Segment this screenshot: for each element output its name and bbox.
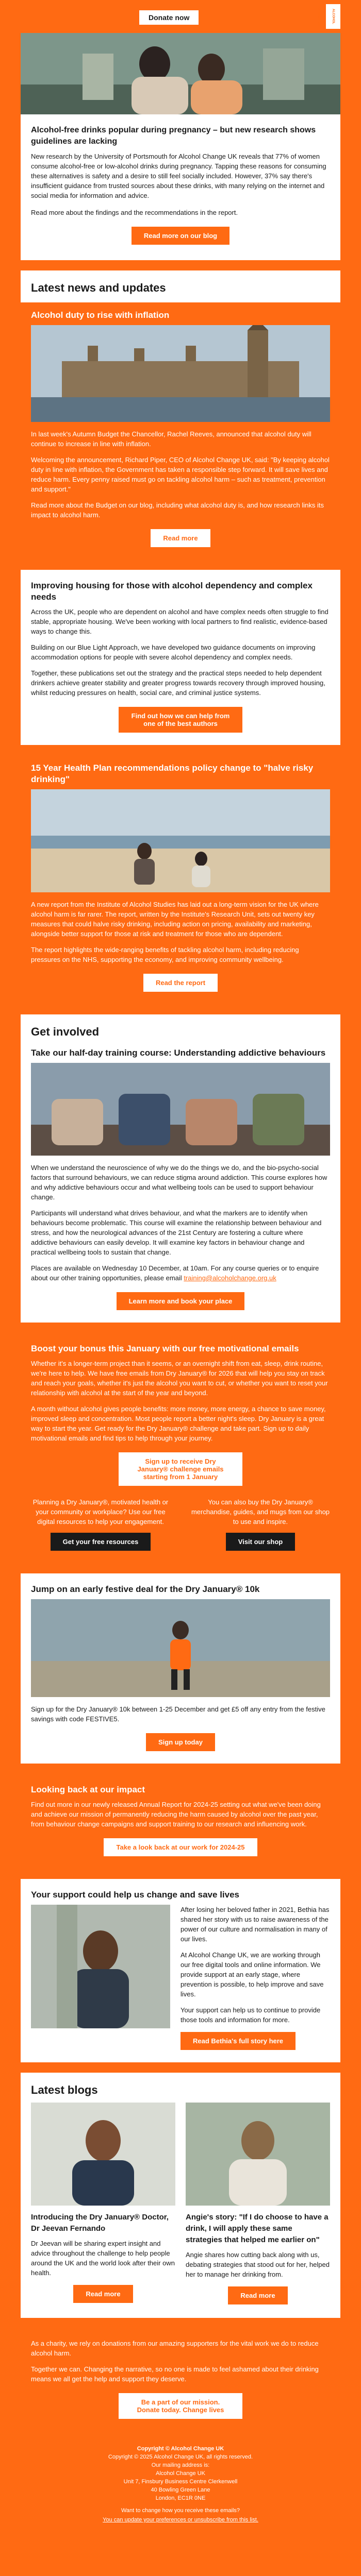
visit-shop-button[interactable]: Visit our shop (226, 1533, 295, 1551)
latest-blogs-section (21, 2073, 340, 2318)
footer (21, 2432, 340, 2539)
charity-donate-button[interactable]: Be a part of our mission. Donate today. Change lives (119, 2393, 242, 2419)
footer-line-6: 40 Bowling Green Lane (151, 2487, 210, 2493)
impact-title: Looking back at our impact (31, 1785, 145, 1794)
boost-body-2: A month without alcohol gives people benefits: more money, more energy, a chance to save money, improved sleep and concentration. Most people report a better night's sleep. Dry January is a great way to start the year. Get ready for the Dry January® challenge and take part. Sign up to daily motivational emails and find tips to help through your journey. (31, 1405, 326, 1442)
blogs-row (31, 2103, 330, 2304)
footer-line-5: Unit 7, Finsbury Business Centre Clerkenwell (123, 2479, 238, 2485)
doctor-photo (31, 2103, 175, 2206)
support-body-1: After losing her beloved father in 2021, Bethia has shared her story with us to raise awareness of the power of our culture and normalisation in many of our lives. (180, 1906, 330, 1943)
footer-line-7: London, EC1R 0NE (155, 2495, 206, 2501)
boost-col-shop (191, 1497, 330, 1551)
news-3-title: 15 Year Health Plan recommendations policy change to "halve risky drinking" (31, 763, 314, 784)
news-1-body-2: Welcoming the announcement, Richard Piper, CEO of Alcohol Change UK, said: "By keeping alcohol duty in line with inflation, the Government has taken a responsible step forward. It will save lives and reduce harm. Every penny raised must go on tackling alcohol harm – such as treatment, prevention and support." (31, 456, 330, 493)
news-1-read-more-button[interactable]: Read more (151, 529, 210, 547)
blog-2-read-more-button[interactable]: Read more (228, 2286, 287, 2304)
support-title: Your support could help us change and save lives (31, 1890, 239, 1900)
brand-logo (317, 4, 340, 29)
bethia-story-button[interactable]: Read Bethia's full story here (180, 2032, 296, 2050)
charity-body-2: Together we can. Changing the narrative, so no one is made to feel ashamed about their drinking means we all get the help and support they deserve. (31, 2365, 319, 2383)
course-body-3 (31, 1263, 330, 1283)
runner-photo (31, 1599, 330, 1697)
get-involved-header (21, 1014, 340, 1044)
boost-section (21, 1333, 340, 1563)
charity-section (21, 2328, 340, 2432)
news-item-housing (21, 570, 340, 745)
boost-body-1: Whether it's a longer-term project than it seems, or an overnight shift from eat, sleep, drink routine, we're here to help. We have free emails from Dry January® for 2026 that will help you stay on track and reach your goals, whether it's just the alcohol you want to cut, or whether you want to reset your relationship with alcohol at the start of the year and beyond. (31, 1360, 328, 1397)
blog-1-body: Dr Jeevan will be sharing expert insight and advice throughout the challenge to help people around the UK and the world look after their own health. (31, 2240, 175, 2277)
news-3-body-2: The report highlights the wide-ranging benefits of tackling alcohol harm, including reducing pressures on the NHS, supporting the economy, and improving community wellbeing. (31, 946, 299, 963)
support-body-2: At Alcohol Change UK, we are working through our free digital tools and online information. We provide support at an early stage, where prevention is possible, to help improve and save lives. (180, 1951, 324, 1998)
boost-title: Boost your bonus this January with our free motivational emails (31, 1344, 299, 1353)
angie-illustration (186, 2103, 330, 2206)
boost-col-1-text: Planning a Dry January®, motivated health or your community or workplace? Use our free digital resources to help your engagement. (32, 1498, 169, 1526)
news-1-body-3: Read more about the Budget on our blog, including what alcohol duty is, and how research links its impact to alcohol harm. (31, 501, 324, 519)
footer-line-2: Copyright © 2025 Alcohol Change UK, all rights reserved. (108, 2454, 253, 2460)
training-email-link[interactable]: training@alcoholchange.org.uk (184, 1274, 276, 1282)
support-row (31, 1905, 330, 2050)
impact-report-button[interactable]: Take a look back at our work for 2024-25 (104, 1838, 257, 1856)
news-2-body-1: Across the UK, people who are dependent on alcohol and have complex needs often struggle to find stable, appropriate housing. We've been working with local partners to find realistic, evidence-based ways to change this. (31, 608, 329, 635)
hero-photo-illustration (21, 33, 340, 114)
support-text (180, 1905, 330, 2050)
course-title: Take our half-day training course: Understanding addictive behaviours (31, 1048, 326, 1058)
runner-illustration (31, 1599, 330, 1697)
blog-1-read-more-button[interactable]: Read more (73, 2285, 133, 2303)
latest-blogs-heading: Latest blogs (31, 2083, 98, 2096)
latest-news-header (21, 260, 340, 302)
course-body-1: When we understand the neuroscience of why we do the things we do, and the bio-psycho-social factors that surround behaviours, we can reduce stigma around addiction. This course explores how and why addictive behaviours occur and what wellbeing tools can be used to support behaviour change. (31, 1164, 327, 1201)
dry-run-body: Sign up for the Dry January® 10k between 1-25 December and get £5 off any entry from the festive savings with code FESTIVE5. (31, 1705, 325, 1723)
boost-col-2-text: You can also buy the Dry January® merchandise, guides, and mugs from our shop to use and inspire. (191, 1498, 330, 1526)
bethia-illustration (31, 1905, 170, 2028)
support-body-3: Your support can help us to continue to provide those tools and information for more. (180, 2006, 321, 2024)
logo-text: ALCOHOL CHANGE UK (317, 7, 335, 26)
news-2-body-3: Together, these publications set out the strategy and the practical steps needed to help dependent drinkers achieve greater stability and greater progress towards recovery through improved housing, whilst reducing pressures on health, social care, and criminal justice systems. (31, 669, 325, 697)
course-illustration (31, 1063, 330, 1156)
hero-section (21, 33, 340, 260)
course-body-3-text: Places are available on Wednesday 10 December, at 10am. For any course queries or to enquire about our other training opportunities, please email (31, 1264, 319, 1282)
beach-illustration (31, 789, 330, 892)
footer-line-4: Alcohol Change UK (155, 2470, 205, 2477)
news-2-title: Improving housing for those with alcohol dependency and complex needs (31, 581, 313, 602)
free-resources-button[interactable]: Get your free resources (51, 1533, 151, 1551)
dry-run-section (21, 1573, 340, 1764)
latest-news-heading: Latest news and updates (31, 281, 166, 294)
course-book-button[interactable]: Learn more and book your place (117, 1292, 245, 1310)
news-item-health-plan (21, 755, 340, 1004)
hero-read-more-button[interactable]: Read more on our blog (132, 227, 229, 245)
blog-card-angie (186, 2103, 330, 2304)
course-photo (31, 1063, 330, 1156)
get-involved-heading: Get involved (31, 1025, 100, 1038)
news-2-cta-button[interactable]: Find out how we can help from one of the best authors (119, 707, 242, 733)
news-1-title: Alcohol duty to rise with inflation (31, 310, 170, 320)
news-3-read-report-button[interactable]: Read the report (143, 974, 218, 992)
footer-unsub: Want to change how you receive these emails? (121, 2507, 240, 2514)
blog-1-title: Introducing the Dry January® Doctor, Dr Jeevan Fernando (31, 2213, 169, 2233)
header (0, 0, 361, 33)
news-3-body-1: A new report from the Institute of Alcohol Studies has laid out a long-term vision for the UK where alcohol harm is far rarer. The report, written by the Institute's Research Unit, sets out twenty key measures that could halve risky drinking, including action on pricing, availability and marketing, alongside better support for those at risk and treatment for those who are dependent. (31, 901, 319, 938)
bethia-photo (31, 1905, 170, 2028)
beach-photo (31, 789, 330, 892)
course-body-2: Participants will understand what drives behaviour, and what the markers are to identify when behaviours become problematic. This course will examine the relationship between behaviour and stress, and how the neurological advances of the 21st Century are fostering a culture where addictive behaviours can easily develop. It will examine key factors in behaviour change and practical wellbeing tools to sustain that change. (31, 1209, 322, 1256)
support-section (21, 1879, 340, 2062)
hero-headline: Alcohol-free drinks popular during pregnancy – but new research shows guidelines are lacking (31, 126, 316, 146)
boost-col-resources (31, 1497, 170, 1551)
parliament-illustration (31, 325, 330, 422)
hero-body: New research by the University of Portsmouth for Alcohol Change UK reveals that 77% of women consume alcohol-free or low-alcohol drinks during pregnancy. Tapping these reasons for consuming these alternatives is safety and a desire to still feel socially included. However, 37% say there's insufficient guidance from trusted sources about these drinks, with many relying on the internet and social media for information and advice. (31, 152, 326, 199)
news-1-body-1: In last week's Autumn Budget the Chancellor, Rachel Reeves, announced that alcohol duty will continue to increase in line with inflation. (31, 430, 311, 448)
charity-body-1: As a charity, we rely on donations from our amazing supporters for the vital work we do to reduce alcohol harm. (31, 2340, 319, 2357)
dry-run-title: Jump on an early festive deal for the Dry January® 10k (31, 1584, 260, 1594)
blog-card-doctor (31, 2103, 175, 2304)
doctor-illustration (31, 2103, 175, 2206)
angie-photo (186, 2103, 330, 2206)
impact-section (21, 1774, 340, 1869)
hero-photo (21, 33, 340, 114)
boost-columns (31, 1497, 330, 1551)
parliament-photo (31, 325, 330, 422)
boost-signup-button[interactable]: Sign up to receive Dry January® challenge emails starting from 1 January (119, 1452, 242, 1486)
news-2-body-2: Building on our Blue Light Approach, we have developed two guidance documents on improving accommodation options for people with severe alcohol dependency and complex needs. (31, 643, 316, 661)
unsubscribe-link[interactable]: You can update your preferences or unsubscribe from this list. (103, 2517, 258, 2523)
course-section (21, 1044, 340, 1323)
footer-copyright: Copyright © Alcohol Change UK (137, 2446, 224, 2452)
blog-2-body: Angie shares how cutting back along with us, debating strategies that stood out for her, helped her to manage her drinking from. (186, 2251, 330, 2278)
hero-body-2: Read more about the findings and the recommendations in the report. (31, 209, 238, 216)
blog-2-title: Angie's story: "If I do choose to have a drink, I will apply these same strategies that helped me earlier on" (186, 2213, 329, 2244)
impact-body: Find out more in our newly released Annual Report for 2024-25 setting out what we've been doing and achieve our mission of permanently reducing the harm caused by alcohol over the past year, from behaviour change campaigns and support training to our research and influencing work. (31, 1801, 321, 1828)
footer-line-3: Our mailing address is: (151, 2462, 210, 2468)
news-item-duty (21, 302, 340, 560)
dry-run-signup-button[interactable]: Sign up today (146, 1733, 215, 1751)
donate-now-button[interactable]: Donate now (139, 10, 199, 25)
